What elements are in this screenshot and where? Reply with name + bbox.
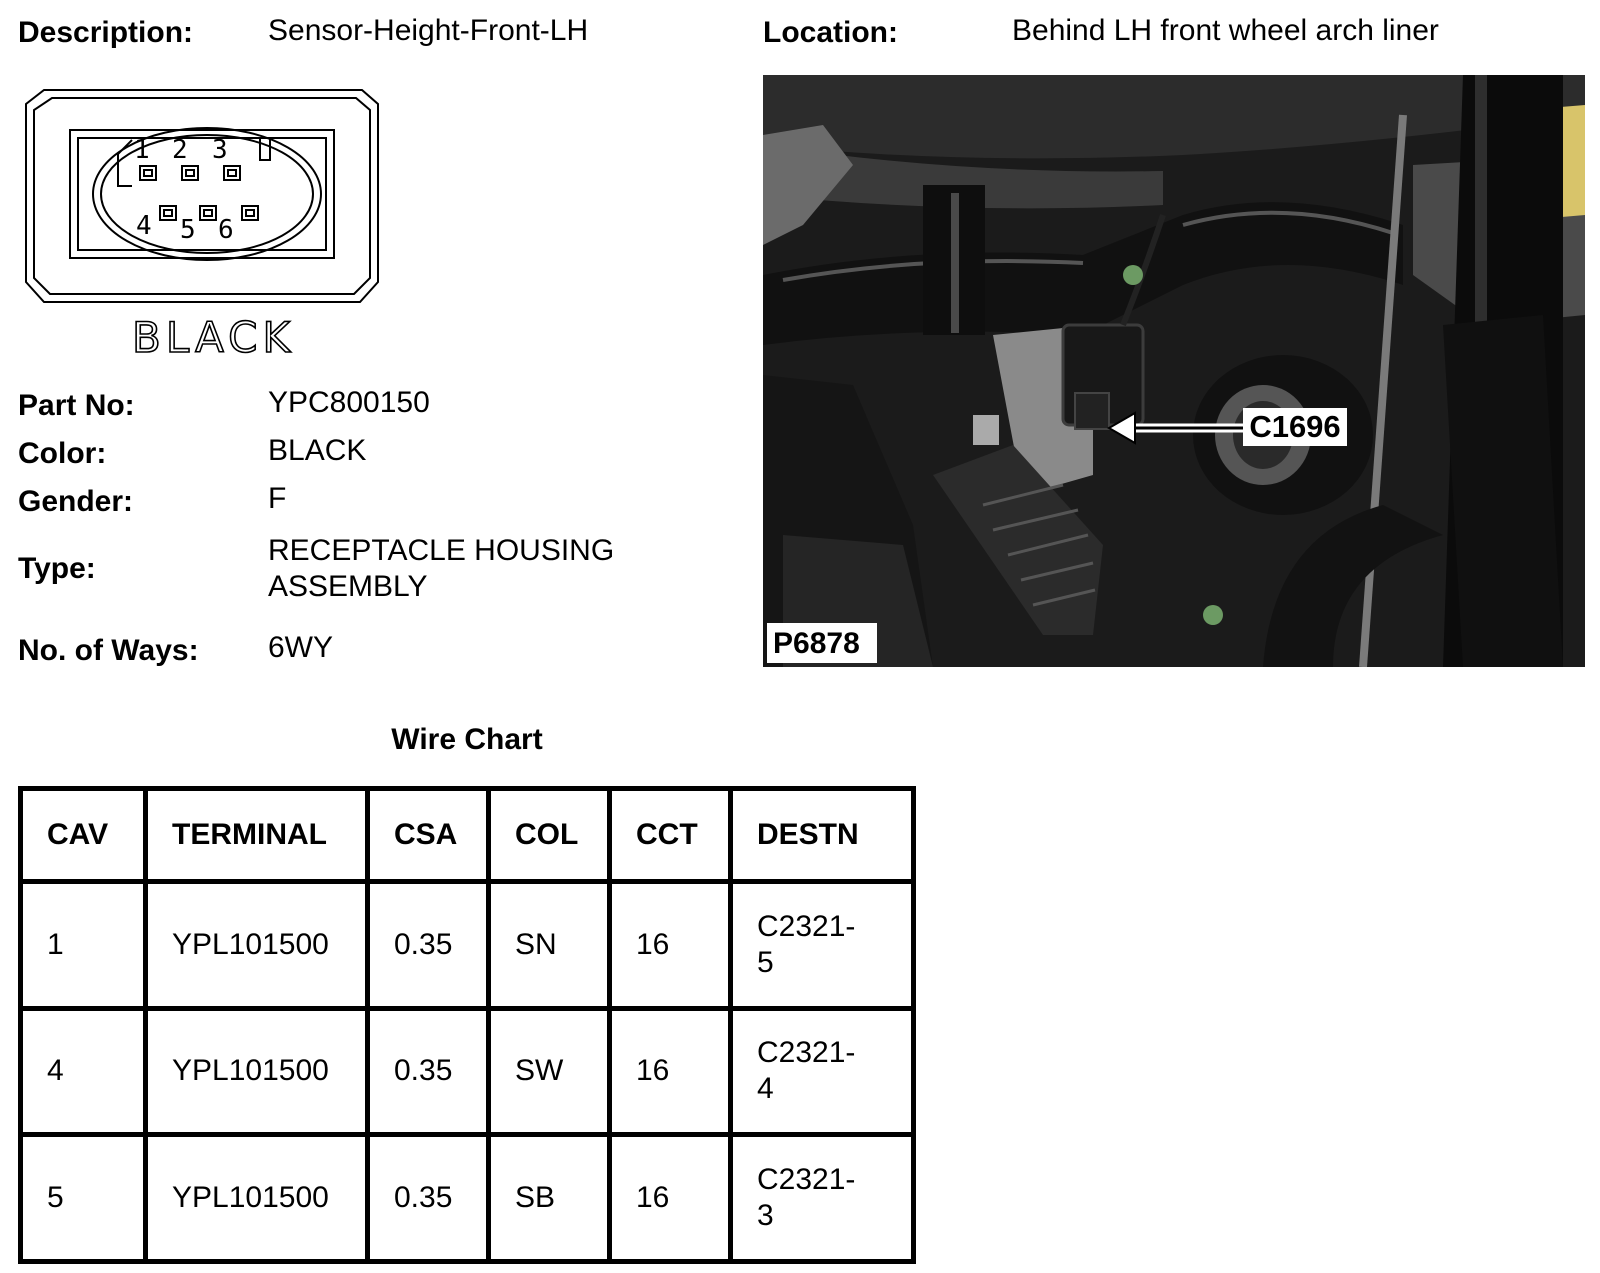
cell-terminal: YPL101500 [146,1135,368,1262]
connector-face-diagram [22,82,402,372]
cell-destn-line2: 4 [757,1072,774,1106]
cell-destn-line2: 5 [757,945,774,979]
photo-callout-label: C1696 [1249,409,1341,444]
location-label: Location: [763,16,898,49]
cell-destn-line2: 3 [757,1199,774,1233]
color-value: BLACK [268,434,367,467]
pin-4-label: 4 [136,211,152,241]
header-col: COL [489,789,610,882]
pin-1-label: 1 [134,135,150,165]
pin-3-label: 3 [212,135,228,165]
connector-color-text: BLACK [132,313,296,362]
table-header-row [21,789,914,882]
type-value-line1: RECEPTACLE HOUSING [268,534,615,567]
table-row [21,1135,914,1262]
cell-cct: 16 [610,882,731,1009]
location-photo [763,75,1585,667]
pin-2-label: 2 [172,135,188,165]
header-destn: DESTN [731,789,914,882]
pin-6-label: 6 [218,215,234,245]
wire-chart-table [18,786,916,1264]
cell-csa: 0.35 [368,1135,489,1262]
part-no-value: YPC800150 [268,386,430,419]
cell-destn-line1: C2321- [757,1036,856,1070]
type-value [268,533,614,605]
part-no-label: Part No: [18,389,135,422]
cell-destn-line1: C2321- [757,909,856,943]
header-cav: CAV [21,789,146,882]
cell-cct: 16 [610,1135,731,1262]
type-value-line2: ASSEMBLY [268,570,428,603]
description-label: Description: [18,16,194,49]
header-cct: CCT [610,789,731,882]
cell-destn [731,1135,914,1262]
table-row [21,1008,914,1135]
color-label: Color: [18,437,107,470]
cell-csa: 0.35 [368,1008,489,1135]
cell-cav: 4 [21,1008,146,1135]
cell-cav: 1 [21,882,146,1009]
gender-label: Gender: [18,485,134,518]
photo-reference: P6878 [773,627,860,660]
gender-value: F [268,482,287,515]
cell-terminal: YPL101500 [146,1008,368,1135]
cell-destn [731,882,914,1009]
pin-5-label: 5 [180,215,196,245]
cell-col: SN [489,882,610,1009]
ways-value: 6WY [268,631,334,664]
location-value: Behind LH front wheel arch liner [1012,14,1439,47]
type-label: Type: [18,552,96,585]
cell-destn-line1: C2321- [757,1163,856,1197]
cell-destn [731,1008,914,1135]
ways-label: No. of Ways: [18,634,199,667]
cell-cav: 5 [21,1135,146,1262]
cell-terminal: YPL101500 [146,882,368,1009]
wire-chart-title: Wire Chart [391,723,543,756]
header-terminal: TERMINAL [146,789,368,882]
cell-col: SW [489,1008,610,1135]
table-row [21,882,914,1009]
cell-csa: 0.35 [368,882,489,1009]
cell-cct: 16 [610,1008,731,1135]
description-value: Sensor-Height-Front-LH [268,14,589,47]
cell-col: SB [489,1135,610,1262]
header-csa: CSA [368,789,489,882]
